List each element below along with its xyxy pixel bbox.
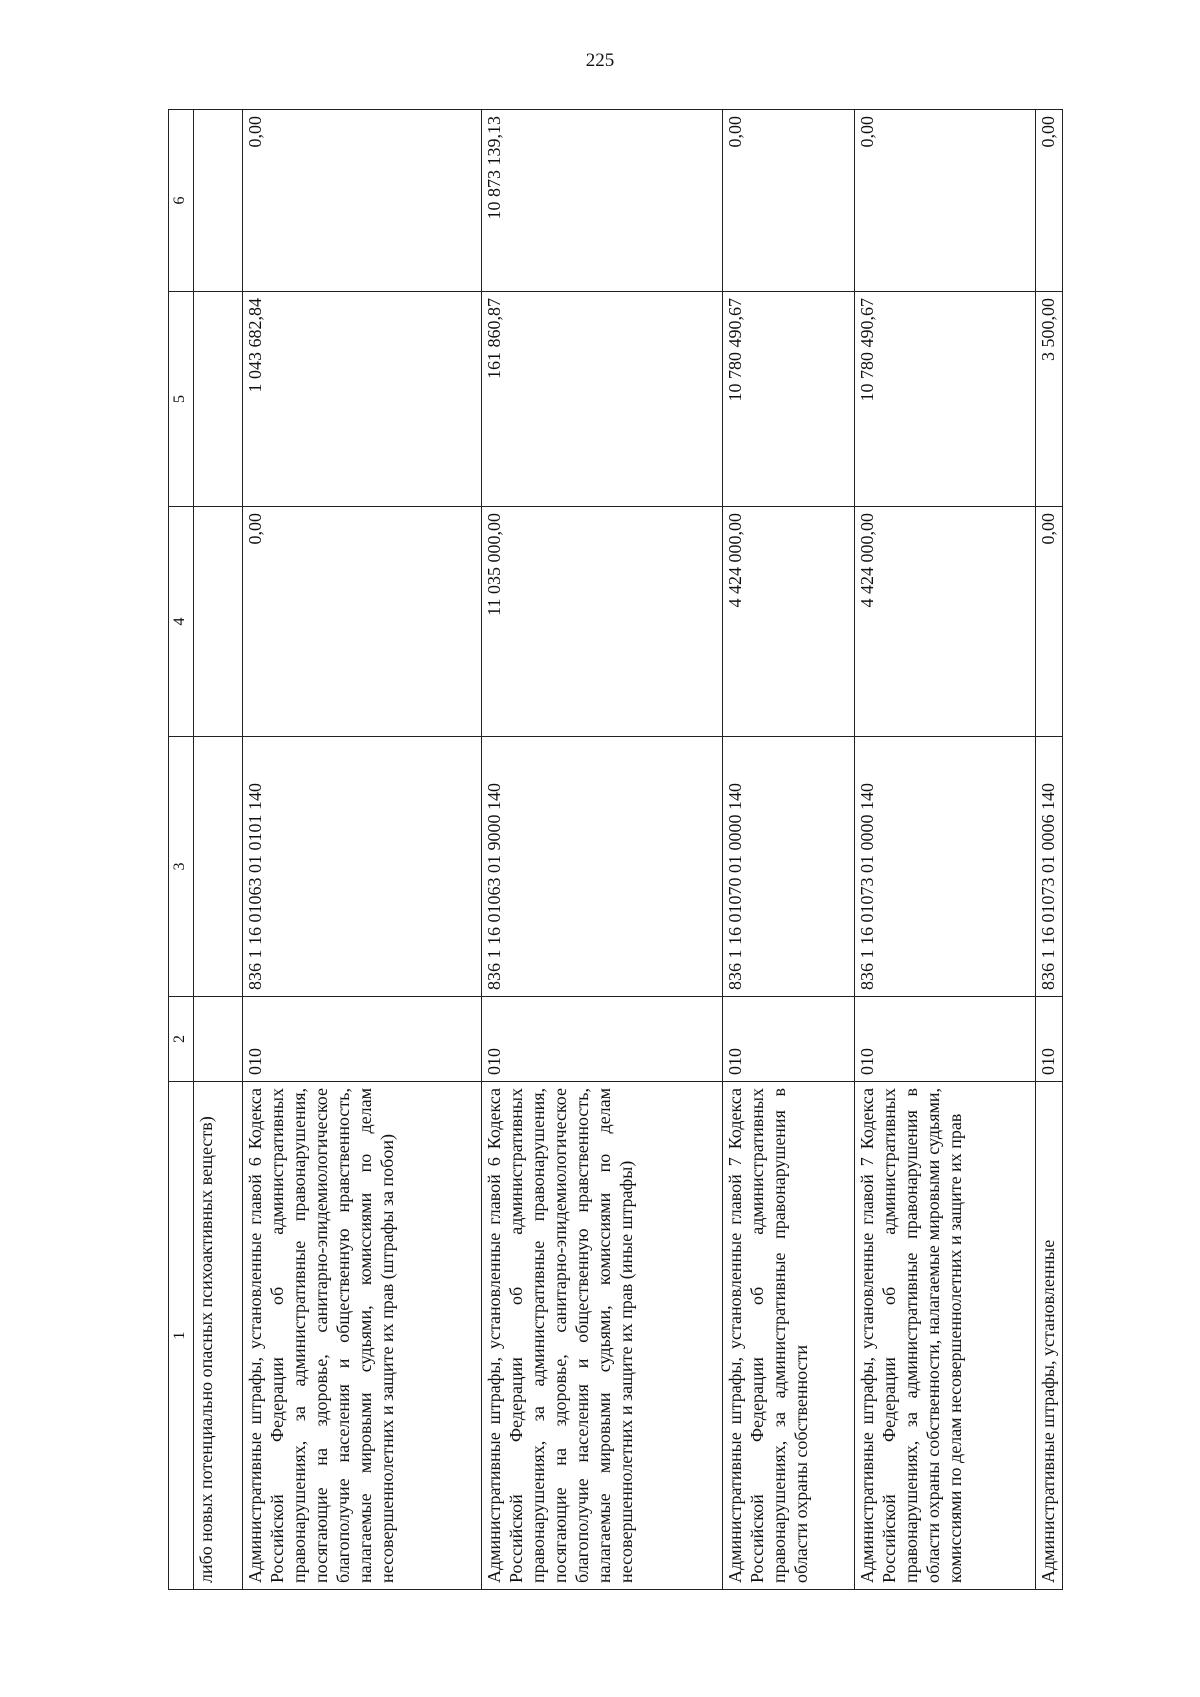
row-description: Административные штрафы, установленные главой 7 Кодекса Российской Федерации об административных правонарушениях, за административные правонарушения в области охраны собственности, налагаемые мировыми судьями, комиссиями по делам несовершеннолетних и защите их прав [854,1082,1035,1590]
row-description: Административные штрафы, установленные [1035,1082,1062,1590]
row-approved: 0,00 [243,507,482,737]
column-header: 4 [169,507,194,737]
row-description: либо новых потенциально опасных психоактивных веществ) [194,1082,243,1590]
row-approved: 0,00 [1035,507,1062,737]
row-description: Административные штрафы, установленные главой 6 Кодекса Российской Федерации об административных правонарушениях, за административные правонарушения, посягающие на здоровье, санитарно-эпидемиологическое благополучие населения и общественную нравственность, налагаемые мировыми судьями, комиссиями по делам несовершеннолетних и защите их прав (иные штрафы) [481,1082,722,1590]
row-description: Административные штрафы, установленные главой 6 Кодекса Российской Федерации об административных правонарушениях, за административные правонарушения, посягающие на здоровье, санитарно-эпидемиологическое благополучие населения и общественную нравственность, налагаемые мировыми судьями, комиссиями по делам несовершеннолетних и защите их прав (штрафы за побои) [243,1082,482,1590]
row-budget-code: 836 1 16 01073 01 0000 140 [854,737,1035,997]
table-header-row [169,110,194,1590]
row-not-executed: 0,00 [243,110,482,292]
table-row [722,110,854,1590]
table-row [1035,110,1062,1590]
row-not-executed: 10 873 139,13 [481,110,722,292]
column-header: 5 [169,292,194,507]
row-description: Административные штрафы, установленные главой 7 Кодекса Российской Федерации об административных правонарушениях, за административные правонарушения в области охраны собственности [722,1082,854,1590]
row-approved [194,507,243,737]
column-header: 3 [169,737,194,997]
row-executed: 161 860,87 [481,292,722,507]
row-line-code: 010 [1035,997,1062,1082]
row-line-code: 010 [481,997,722,1082]
row-executed: 3 500,00 [1035,292,1062,507]
column-header: 1 [169,1082,194,1590]
row-executed [194,292,243,507]
row-budget-code: 836 1 16 01063 01 9000 140 [481,737,722,997]
table-row [481,110,722,1590]
row-line-code [194,997,243,1082]
rotated-table-container [168,110,1063,1590]
column-header: 6 [169,110,194,292]
row-executed: 1 043 682,84 [243,292,482,507]
row-approved: 11 035 000,00 [481,507,722,737]
column-header: 2 [169,997,194,1082]
row-budget-code: 836 1 16 01070 01 0000 140 [722,737,854,997]
row-line-code: 010 [854,997,1035,1082]
row-approved: 4 424 000,00 [854,507,1035,737]
row-executed: 10 780 490,67 [722,292,854,507]
row-line-code: 010 [243,997,482,1082]
row-not-executed: 0,00 [722,110,854,292]
table-row [243,110,482,1590]
row-not-executed: 0,00 [1035,110,1062,292]
row-executed: 10 780 490,67 [854,292,1035,507]
table-row [854,110,1035,1590]
table-row [194,110,243,1590]
row-not-executed: 0,00 [854,110,1035,292]
page-number: 225 [585,50,615,71]
row-line-code: 010 [722,997,854,1082]
row-budget-code: 836 1 16 01073 01 0006 140 [1035,737,1062,997]
row-budget-code [194,737,243,997]
revenue-table [168,109,1063,1590]
row-budget-code: 836 1 16 01063 01 0101 140 [243,737,482,997]
row-not-executed [194,110,243,292]
row-approved: 4 424 000,00 [722,507,854,737]
